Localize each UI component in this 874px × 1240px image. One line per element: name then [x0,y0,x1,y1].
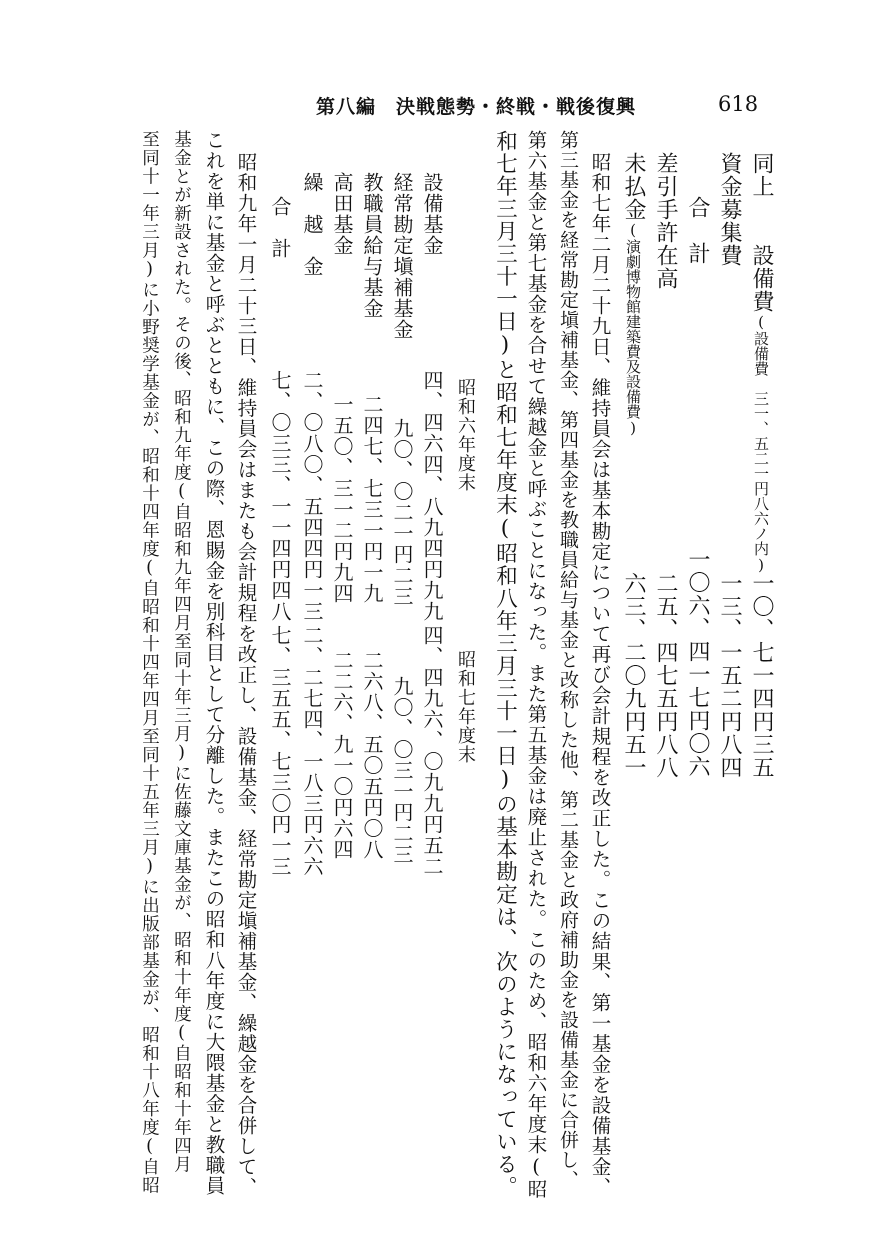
upper-row-label: 差引手許在高 [653,152,678,290]
upper-row-amount: 一〇、七一四円三五 [749,572,774,779]
column-header: 昭和六年度末 [455,378,476,492]
paragraph-line: これを単に基金と呼ぶとともに、この際、恩賜金を別科目として分離した。またこの昭和八年度に大隈基金と教職員 [202,130,226,1196]
fund-row-fy7: 九〇、〇三一円二三 [390,676,414,865]
upper-row-amount: 二五、四七五円八八 [653,572,678,779]
fund-row-fy6: 二、〇八〇、五四四円一三 [300,370,324,622]
fund-row-fy7: 二、二七四、一八三円六六 [300,625,324,877]
paragraph-line: 第三基金を経常勘定塡補基金、第四基金を教職員給与基金と改称した他、第二基金と政府補助金を設備基金に合併し、 [557,130,579,1190]
fund-row-fy7: 二二六、九一〇円六四 [330,650,354,860]
upper-row-amount: 六三、二〇九円五一 [621,572,646,779]
upper-row-amount: 一三、一五二円八四 [717,572,742,779]
fund-row-label: 教職員給与基金 [360,172,384,319]
paragraph-line: 至同十一年三月)に小野奨学基金が、昭和十四年度(自昭和十四年四月至同十五年三月)に出版部基金が、昭和十八年度(自昭 [139,130,160,1195]
paragraph-line: 昭和七年二月二十九日、維持員会は基本勘定について再び会計規程を改正した。この結果、第一基金を設備基金、 [588,152,612,1198]
column-header: 昭和七年度末 [455,650,476,764]
fund-row-fy6: 九〇、〇二一円二三 [390,418,414,607]
fund-row-label: 高田基金 [330,172,354,256]
running-title: 第八編 決戦態勢・終戦・戦後復興 [316,96,637,118]
fund-row-fy6: 一五〇、三一二円九四 [330,394,354,604]
upper-row-label: 同上 設備費(設備費 三一、五二一円八六ノ内) [749,152,774,574]
fund-row-fy7: 七、三五五、七三〇円一三 [268,625,292,877]
fund-row-label: 繰 越 金 [300,172,324,277]
fund-row-label: 設備基金 [420,172,444,256]
paragraph-line: 基金とが新設された。その後、昭和九年度(自昭和九年四月至同十年三月)に佐藤文庫基金が、昭和十年度(自昭和十年四月 [171,130,192,1174]
upper-row-note: (設備費 三一、五二一円八六ノ内) [752,313,770,574]
upper-row-note: (演劇博物館建築費及設備費) [624,221,642,437]
fund-row-fy7: 二六八、五〇五円〇八 [360,650,384,860]
upper-row-label: 未払金(演劇博物館建築費及設備費) [621,152,646,437]
upper-row-amount: 一〇六、四一七円〇六 [685,548,710,778]
fund-row-fy7: 四、四九六、〇九九円五二 [420,625,444,877]
fund-row-label: 合 計 [268,196,292,259]
upper-row-label: 資金募集費 [717,152,742,267]
page-number: 618 [718,92,759,116]
fund-row-fy6: 四、四六四、八九四円九九 [420,370,444,622]
fund-row-fy6: 七、〇三三、一一四円四八 [268,370,292,622]
fund-row-label: 経常勘定塡補基金 [390,172,414,340]
paragraph-line: 第六基金と第七基金を合せて繰越金と呼ぶことになった。また第五基金は廃止された。このため、昭和六年度末(昭 [524,130,548,1200]
upper-row-label: 合 計 [685,196,710,265]
paragraph-line: 和七年三月三十一日)と昭和七年度末(昭和八年三月三十一日)の基本勘定は、次のようになっている。 [492,130,518,1198]
paragraph-line: 昭和九年一月二十三日、維持員会はまたも会計規程を改正し、設備基金、経常勘定塡補基金、繰越金を合併して、 [234,152,258,1198]
fund-row-fy6: 二四七、七三一円一九 [360,394,384,604]
